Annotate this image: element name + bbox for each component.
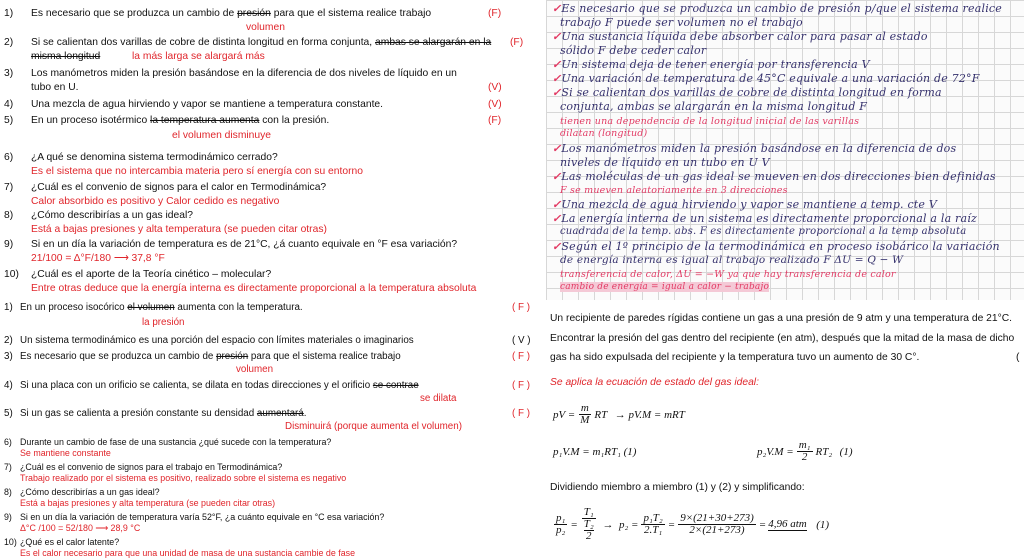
answer-7: Trabajo realizado por el sistema es positivo, realizado sobre el sistema es negativo [20,473,347,483]
hw-line: trabajo F puede ser volumen no el trabajo [560,16,803,29]
hw-line: ✓Los manómetros miden la presión basándose en la diferencia de dos [552,142,957,155]
tf-item-5: 5) En un proceso isotérmico la temperatura aumenta con la presión. (F) [4,115,502,126]
question-8: 8) ¿Cómo describirías a un gas ideal? [4,487,160,497]
hw-line: niveles de líquido en un tubo en U V [560,156,770,169]
question-7: 7) ¿Cuál es el convenio de signos para el calor en Termodinámica? [4,182,327,193]
hw-line: F se mueven aleatoriamente en 3 direcciones [560,185,788,196]
answer-6: Es el sistema que no intercambia materia pero sí energía con su entorno [31,166,363,177]
division-note: Dividiendo miembro a miembro (1) y (2) y simplificando: [550,482,805,493]
tf-item-2: 2) Si se calientan dos varillas de cobre de distinta longitud en forma conjunta, ambas se alargarán en la (F) [4,37,524,48]
tf-item-5: 5) Si un gas se calienta a presión constante su densidad aumentará. ( F ) [4,408,530,419]
hw-line: cuadrada de la temp. abs. F es directamente proporcional a la temp absoluta [560,226,967,237]
exam-answers-bottom [0,300,540,559]
correction: el volumen disminuye [172,130,272,141]
tf-item-2: 2) Un sistema termodinámico es una porción del espacio con límites materiales o imaginarios ( V ) [4,335,531,346]
tf-item-2-cont: misma longitud la más larga se alargará más [31,51,265,62]
handwritten-notebook-photo [546,0,1024,300]
answer-9: Δ°C /100 = 52/180 ⟶ 28,9 °C [20,523,141,533]
question-8: 8) ¿Cómo describirías a un gas ideal? [4,210,193,221]
answer-9: 21/100 = Δ°F/180 ⟶ 37,8 °F [31,253,165,264]
answer-8: Está a bajas presiones y alta temperatura (se pueden citar otras) [31,224,327,235]
hw-line: conjunta, ambas se alargarán en la misma longitud F [560,100,868,113]
answer-8: Está a bajas presiones y alta temperatura (se pueden citar otras) [20,498,276,508]
hw-line: ✓Las moléculas de un gas ideal se mueven en dos direcciones bien definidas [552,170,996,183]
tf-mark: (F) [488,8,502,19]
exam-answers-top: 1) Es necesario que se produzca un cambio de presión para que el sistema realice trabajo (F) volumen 2) Si se calientan dos varillas de cobre de distinta longitud en forma conjunta, ambas se alargarán en la (F) misma longitud la más larga se alargará más 3) Los manómetros miden la presión basándose en la diferencia de dos niveles de líquido en un tubo en U. (V) 4) Una mezcla de agua hirviendo y vapor se mantiene a temperatura constante. (V) 5) En un proceso isotérmico la temperatura aumenta con la presión. (F) el volumen disminuye 6) ¿A qué se denomina sistema termodinámico cerrado? Es el sistema que no intercambia materia pero sí energía con su entorno 7) ¿Cuál es el convenio de signos para el calor en Termodinámica? Calor absorbido es positivo y Calor cedido es negativo 8) ¿Cómo describirías a un gas ideal? Está a bajas presiones y alta temperatura (se pueden citar otras) 9) Si en un día la variación de temperatura es de 21°C, ¿á cuanto equivale en °F esa variación? 21/100 = Δ°F/180 ⟶ 37,8 °F 10) ¿Cuál es el aporte de la Teoría cinético – molecular? Entre otras deduce que la energía interna es directamente proporcional a la temperatura absoluta [0,0,540,300]
hw-line: ✓Si se calientan dos varillas de cobre de distinta longitud en forma [552,86,942,99]
hw-line: dilatan (longitud) [560,128,648,139]
hw-line: ✓Una sustancia líquida debe absorber calor para pasar al estado [552,30,928,43]
tf-item-4: 4) Una mezcla de agua hirviendo y vapor se mantiene a temperatura constante. (V) [4,99,502,110]
tf-item-1: 1) En un proceso isocórico el volumen aumenta con la temperatura. ( F ) [4,302,530,313]
question-7: 7) ¿Cuál es el convenio de signos para el trabajo en Termodinámica? [4,462,283,472]
question-6: 6) Durante un cambio de fase de una sustancia ¿qué sucede con la temperatura? [4,437,332,447]
hw-line: ✓Una variación de temperatura de 45°C equivale a una variación de 72°F [552,72,980,85]
hw-line: sólido F debe ceder calor [560,44,707,57]
equation-result: $\frac{\text{p₁}}{\text{p₂}}$ = T₁ T₂ 2 → p₂ = $\frac{\text{p₁T₂}}{\text{2.T₁}}$ = $\frac{9\times(21+30+273)}{2\times(21+273)}$ = 4,96 atm (1) [556,506,830,542]
question-10: 10) ¿Cuál es el aporte de la Teoría cinético – molecular? [4,269,272,280]
tf-item-1: 1) Es necesario que se produzca un cambio de presión para que el sistema realice trabajo (F) [4,8,502,19]
hw-line: ✓Una mezcla de agua hirviendo y vapor se mantiene a temp. cte V [552,198,937,211]
question-9: 9) Si en un día la variación de temperatura varía 52°F, ¿a cuánto equivale en °C esa variación? [4,512,385,522]
method-note: Se aplica la ecuación de estado del gas ideal: [550,377,759,388]
correction: volumen [236,364,274,375]
answer-7: Calor absorbido es positivo y Calor cedido es negativo [31,196,280,207]
tf-item-3: 3) Los manómetros miden la presión basándose en la diferencia de dos niveles de líquido en un [4,68,457,79]
hw-line: de energía interna es igual al trabajo realizado F ΔU = Q − W [560,254,904,266]
answer-6: Se mantiene constante [20,448,111,458]
result-value: 4,96 atm [768,518,807,530]
equation-1: p₁V.M = m₁RT₁ (1) [553,446,637,458]
equation-2: p₂V.M = $\frac{\text{m₁}}{2}$ RT₂ (1) [757,439,853,463]
problem-line: gas ha sido expulsada del recipiente y la temperatura tuvo un aumento de 30 C°. [550,352,920,363]
hw-line: ✓Según el 1º principio de la termodinámica en proceso isobárico la variación [552,240,1000,253]
correction: volumen [246,22,285,33]
hw-line: tienen una dependencia de la longitud inicial de las varillas [560,116,860,127]
problem-line: Encontrar la presión del gas dentro del recipiente (en atm), después que la mitad de la masa de dicho [550,333,1015,344]
hw-line: ✓Es necesario que se produzca un cambio de presión p/que el sistema realice [552,2,1002,15]
hw-line: ✓La energía interna de un sistema es directamente proporcional a la raíz [552,212,977,225]
correction: se dilata [420,393,457,404]
answer-10: Es el calor necesario para que una unidad de masa de una sustancia cambie de fase [20,548,356,558]
question-9: 9) Si en un día la variación de temperatura es de 21°C, ¿á cuanto equivale en °F esa variación? [4,239,458,250]
gas-problem: Un recipiente de paredes rígidas contiene un gas a una presión de 9 atm y una temperatura de 21°C. Encontrar la presión del gas dentro del recipiente (en atm), después que la mitad de la masa de dicho gas ha sido expulsada del recipiente y la temperatura tuvo un aumento de 30 C°. ( Se aplica la ecuación de estado del gas ideal: pV = $\frac{m}{M}$ RT → pV.M = mRT p₁V.M = m₁RT₁ (1) p₂V.M = $\frac{\text{m₁}}{2}$ RT₂ (1) Dividiendo miembro a miembro (1) y (2) y simplificando: $\frac{\text{p₁}}{\text{p₂}}$ = T₁ T₂ 2 → p₂ = $\frac{\text{p₁T₂}}{\text{2.T₁}}$ = $\frac{9\times(21+30+273)}{2\times(21+273)}$ = 4,96 atm (1) [550,313,1020,542]
hw-line: transferencia de calor, ΔU = −W ya que hay transferencia de calor [560,269,896,280]
answer-10: Entre otras deduce que la energía interna es directamente proporcional a la temperatura absoluta [31,283,477,294]
hw-line: cambio de energía = igual a calor − trabajo [560,282,770,292]
question-10: 10) ¿Qué es el calor latente? [4,537,120,547]
question-6: 6) ¿A qué se denomina sistema termodinámico cerrado? [4,152,278,163]
correction: la más larga se alargará más [132,51,265,62]
equation-ideal-gas: pV = $\frac{m}{M}$ RT → pV.M = mRT [553,402,685,426]
tf-item-4: 4) Si una placa con un orificio se calienta, se dilata en todas direcciones y el orificio se contrae ( F ) [4,380,530,391]
hw-line: ✓Un sistema deja de tener energía por transferencia V [552,58,870,71]
tf-item-3: 3) Es necesario que se produzca un cambio de presión para que el sistema realice trabajo ( F ) [4,351,530,362]
problem-line: Un recipiente de paredes rígidas contiene un gas a una presión de 9 atm y una temperatura de 21°C. [550,313,1013,324]
correction: la presión [142,317,185,328]
correction: Disminuirá (porque aumenta el volumen) [285,421,462,432]
